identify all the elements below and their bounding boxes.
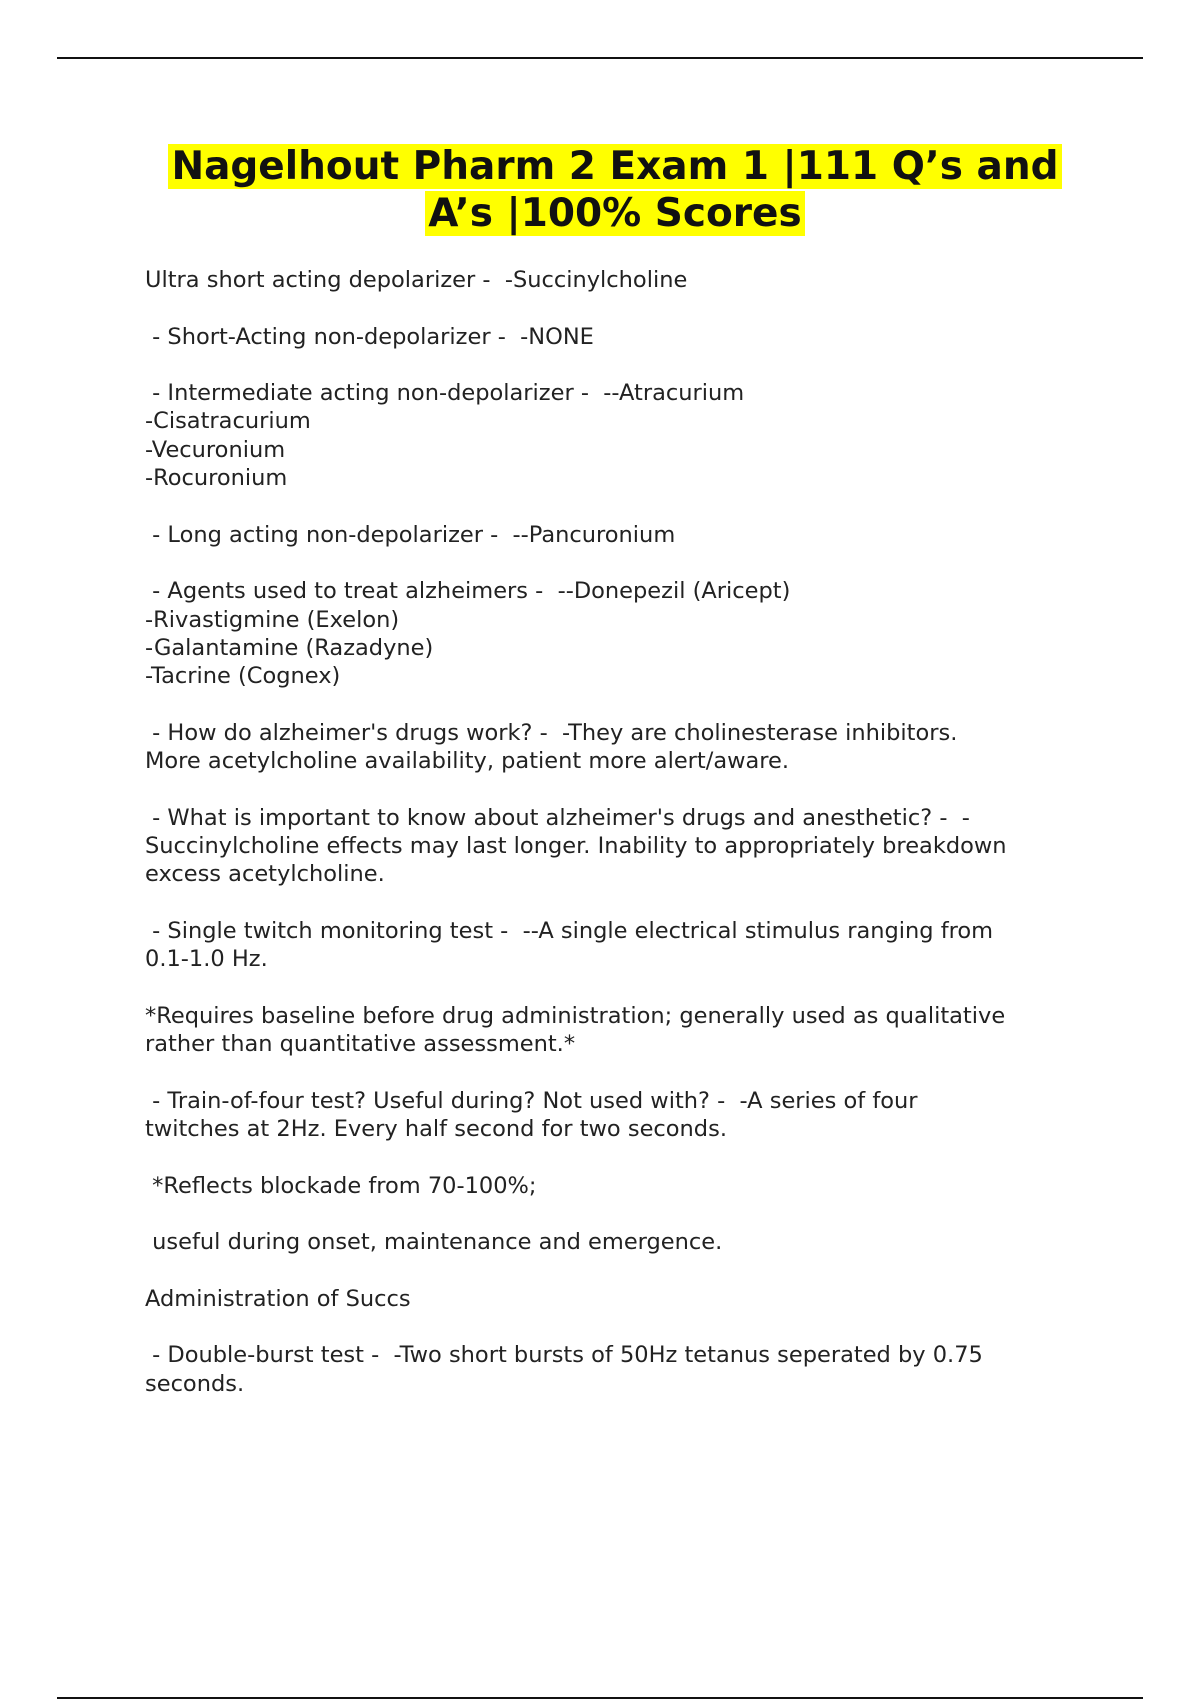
qa-paragraph: [145, 577, 1095, 690]
text-line: -Vecuronium: [145, 436, 286, 463]
qa-paragraph: [145, 1087, 1095, 1144]
text-line: -Rocuronium: [145, 465, 288, 492]
text-line: -Galantamine (Razadyne): [145, 634, 434, 661]
qa-paragraph: [145, 521, 1095, 549]
text-line: - Train-of-four test? Useful during? Not used with? - -A series of four: [145, 1087, 918, 1114]
text-line: Ultra short acting depolarizer - -Succinylcholine: [145, 267, 688, 293]
text-line: - Agents used to treat alzheimers - --Donepezil (Aricept): [145, 578, 791, 605]
document-body: [145, 266, 1095, 1426]
qa-paragraph: [145, 804, 1095, 889]
text-line: excess acetylcholine.: [145, 861, 385, 888]
text-line: -Rivastigmine (Exelon): [145, 606, 400, 633]
text-line: -Tacrine (Cognex): [145, 663, 341, 690]
document-title: [80, 143, 1150, 237]
text-line: Succinylcholine effects may last longer. Inability to appropriately breakdown: [145, 832, 1007, 859]
text-line: - Long acting non-depolarizer - --Pancuronium: [145, 521, 676, 548]
text-line: 0.1-1.0 Hz.: [145, 946, 268, 973]
text-line: - Single twitch monitoring test - --A single electrical stimulus ranging from: [145, 917, 994, 944]
text-line: useful during onset, maintenance and emergence.: [145, 1229, 723, 1256]
qa-paragraph: [145, 323, 1095, 351]
qa-paragraph: [145, 917, 1095, 974]
text-line: - What is important to know about alzheimer's drugs and anesthetic? - -: [145, 804, 970, 831]
qa-paragraph: [145, 1002, 1095, 1059]
text-line: - Intermediate acting non-depolarizer - --Atracurium: [145, 380, 745, 407]
qa-paragraph: [145, 266, 1095, 294]
bottom-rule: [57, 1697, 1143, 1699]
qa-paragraph: [145, 1341, 1095, 1398]
qa-paragraph: [145, 1285, 1095, 1313]
qa-paragraph: [145, 719, 1095, 776]
text-line: Administration of Succs: [145, 1285, 411, 1312]
qa-paragraph: [145, 379, 1095, 492]
text-line: seconds.: [145, 1370, 245, 1397]
text-line: *Requires baseline before drug administration; generally used as qualitative: [145, 1002, 1006, 1029]
text-line: *Reflects blockade from 70-100%;: [145, 1172, 537, 1199]
text-line: - Short-Acting non-depolarizer - -NONE: [145, 323, 594, 350]
text-line: twitches at 2Hz. Every half second for two seconds.: [145, 1115, 727, 1142]
qa-paragraph: [145, 1228, 1095, 1256]
text-line: - Double-burst test - -Two short bursts of 50Hz tetanus seperated by 0.75: [145, 1342, 983, 1369]
text-line: rather than quantitative assessment.*: [145, 1031, 576, 1058]
text-line: More acetylcholine availability, patient more alert/aware.: [145, 748, 790, 775]
text-line: -Cisatracurium: [145, 408, 311, 435]
title-line-1: Nagelhout Pharm 2 Exam 1 |111 Q’s and: [168, 144, 1061, 189]
title-line-2: A’s |100% Scores: [425, 191, 804, 236]
top-rule: [57, 57, 1143, 59]
text-line: - How do alzheimer's drugs work? - -They are cholinesterase inhibitors.: [145, 719, 958, 746]
qa-paragraph: [145, 1172, 1095, 1200]
